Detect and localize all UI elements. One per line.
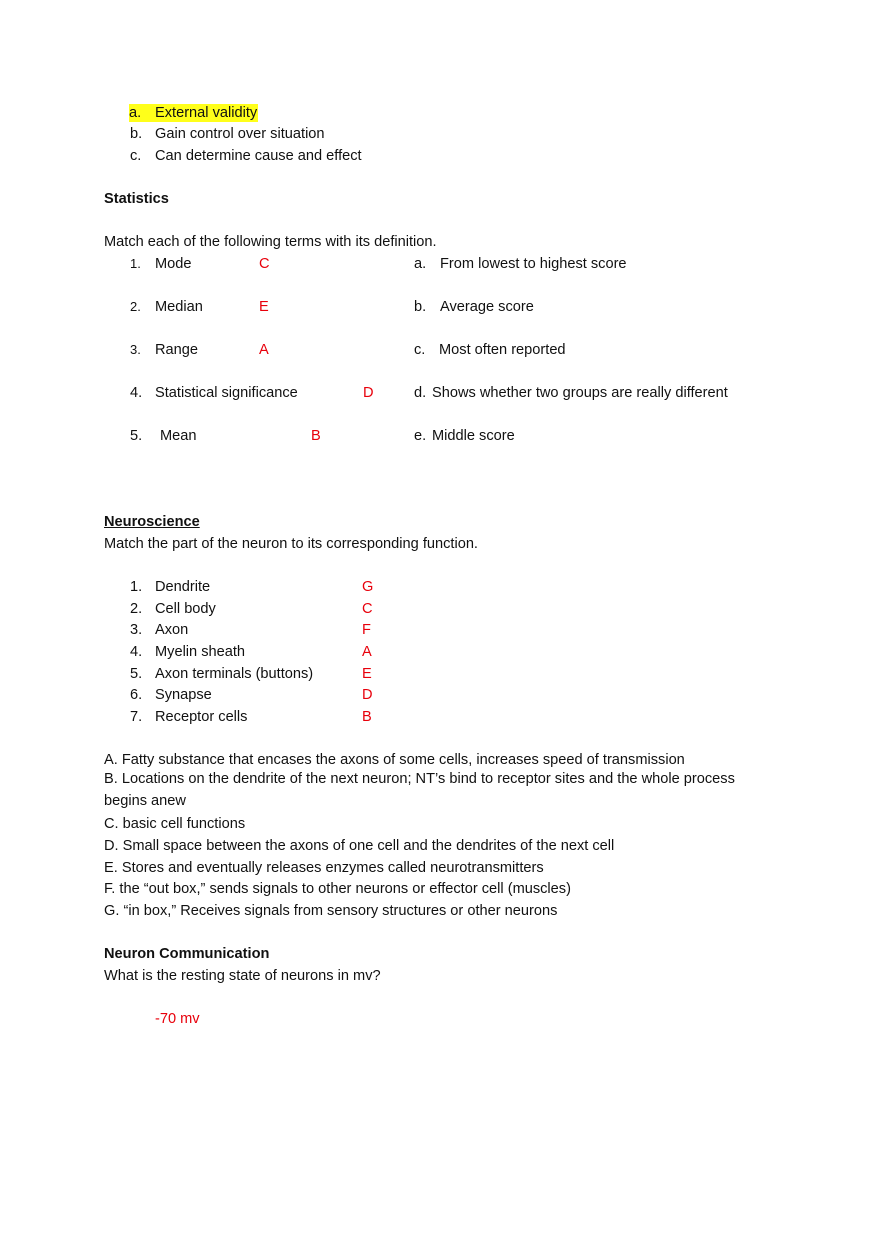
part-answer: D: [362, 687, 373, 703]
definition-letter: b.: [414, 299, 427, 315]
term-number: 4.: [130, 385, 143, 401]
term-answer: A: [259, 342, 269, 358]
term-label: Statistical significance: [155, 385, 298, 401]
part-number: 3.: [130, 622, 143, 638]
term-number: 1.: [130, 256, 141, 271]
function-b: B. Locations on the dendrite of the next neuron; NT’s bind to receptor sites and the whole process begins anew: [104, 771, 735, 809]
option-c-letter: c.: [130, 148, 142, 164]
term-answer: C: [259, 256, 270, 272]
neuron-communication-heading: Neuron Communication: [104, 946, 270, 962]
function-g: G. “in box,” Receives signals from sensory structures or other neurons: [104, 903, 558, 919]
part-answer: G: [362, 579, 374, 595]
definition-text: Most often reported: [439, 342, 566, 358]
option-b-text: Gain control over situation: [155, 126, 325, 142]
definition-letter: d.: [414, 385, 427, 401]
term-label: Mode: [155, 256, 192, 272]
term-number: 2.: [130, 299, 141, 314]
part-answer: C: [362, 601, 373, 617]
option-c-text: Can determine cause and effect: [155, 148, 362, 164]
term-label: Median: [155, 299, 203, 315]
part-label: Dendrite: [155, 579, 211, 595]
option-letter: a.: [129, 105, 142, 121]
part-answer: F: [362, 622, 371, 638]
definition-text: From lowest to highest score: [440, 256, 627, 272]
part-label: Cell body: [155, 601, 216, 617]
statistics-instruction: Match each of the following terms with its definition.: [104, 234, 437, 250]
definition-letter: c.: [414, 342, 426, 358]
function-d: D. Small space between the axons of one cell and the dendrites of the next cell: [104, 838, 615, 854]
function-a: A. Fatty substance that encases the axons of some cells, increases speed of transmission: [104, 752, 685, 768]
term-answer: D: [363, 385, 374, 401]
part-number: 7.: [130, 709, 143, 725]
part-answer: A: [362, 644, 372, 660]
part-answer: B: [362, 709, 372, 725]
part-number: 4.: [130, 644, 143, 660]
function-f: F. the “out box,” sends signals to other neurons or effector cell (muscles): [104, 881, 571, 897]
part-label: Synapse: [155, 687, 212, 703]
term-label: Mean: [160, 428, 197, 444]
statistics-heading: Statistics: [104, 191, 169, 207]
definition-letter: a.: [414, 256, 427, 272]
part-answer: E: [362, 666, 372, 682]
definition-text: Middle score: [432, 428, 515, 444]
term-answer: E: [259, 299, 269, 315]
part-number: 1.: [130, 579, 143, 595]
term-number: 5.: [130, 428, 143, 444]
part-number: 2.: [130, 601, 143, 617]
term-number: 3.: [130, 342, 141, 357]
definition-letter: e.: [414, 428, 427, 444]
function-c: C. basic cell functions: [104, 816, 246, 832]
term-label: Range: [155, 342, 199, 358]
definition-text: Average score: [440, 299, 534, 315]
part-label: Axon: [155, 622, 189, 638]
part-label: Receptor cells: [155, 709, 248, 725]
part-label: Axon terminals (buttons): [155, 666, 314, 682]
option-b-letter: b.: [130, 126, 143, 142]
term-answer: B: [311, 428, 321, 444]
neuron-communication-question: What is the resting state of neurons in mv?: [104, 968, 381, 984]
neuron-communication-answer: -70 mv: [155, 1011, 200, 1027]
neuroscience-instruction: Match the part of the neuron to its corresponding function.: [104, 536, 478, 552]
part-number: 6.: [130, 687, 143, 703]
part-label: Myelin sheath: [155, 644, 246, 660]
option-text: External validity: [155, 105, 258, 121]
definition-text: Shows whether two groups are really different: [432, 385, 728, 401]
neuroscience-heading: Neuroscience: [104, 514, 200, 530]
part-number: 5.: [130, 666, 143, 682]
function-e: E. Stores and eventually releases enzymes called neurotransmitters: [104, 860, 544, 876]
option-a: [129, 104, 258, 122]
